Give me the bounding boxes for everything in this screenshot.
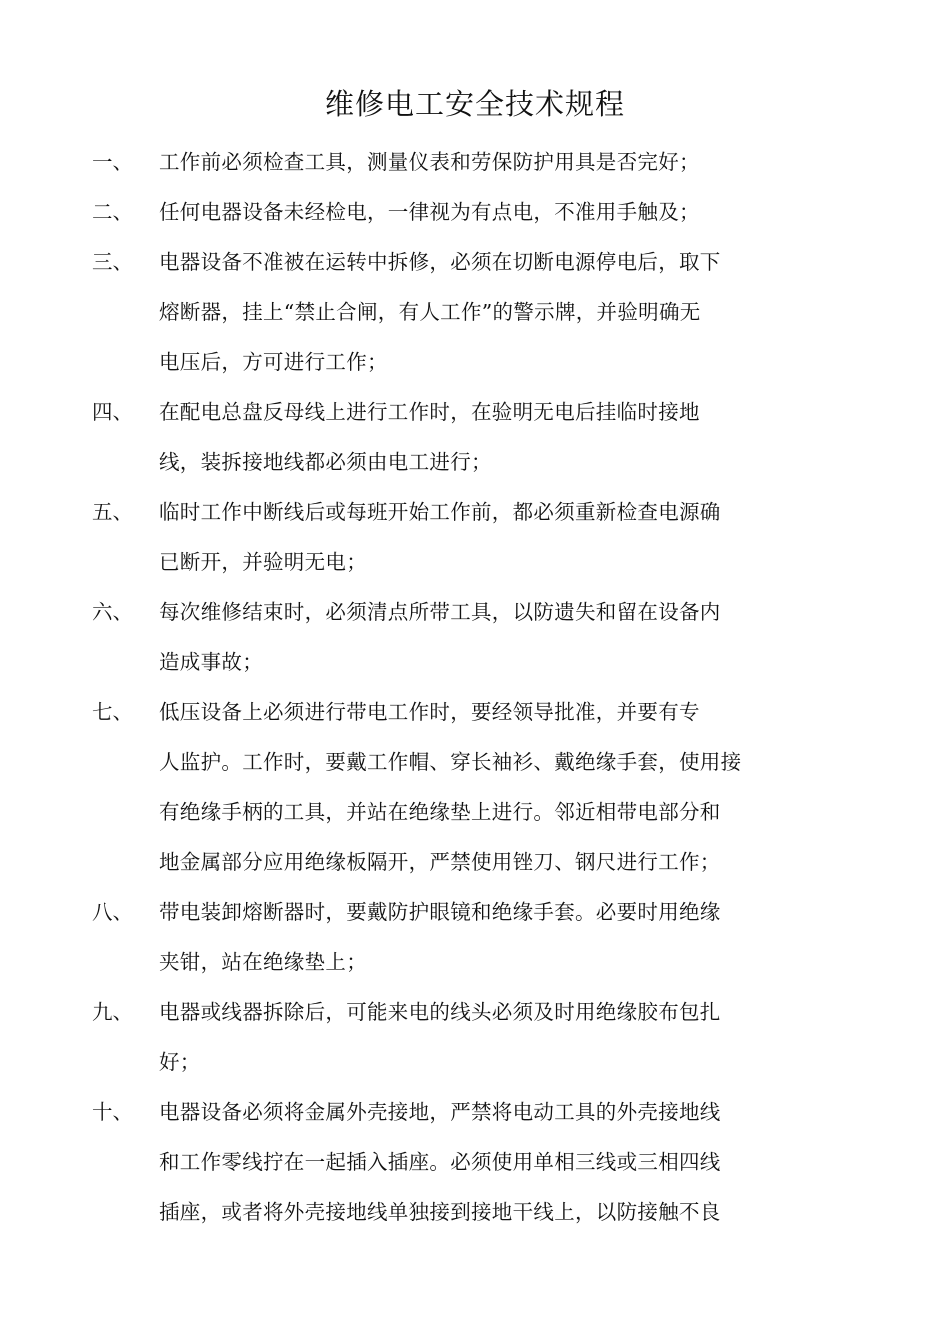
rule-text-line: 电器或线器拆除后，可能来电的线头必须及时用绝缘胶布包扎 [159, 1000, 721, 1024]
rule-text-line: 好； [159, 1050, 201, 1074]
rule-text-line: 任何电器设备未经检电，一律视为有点电，不准用手触及； [159, 200, 700, 224]
rule-text-line: 电器设备必须将金属外壳接地，严禁将电动工具的外壳接地线 [159, 1100, 721, 1124]
rule-number: 九、 [92, 1000, 133, 1024]
rule-text-line: 和工作零线拧在一起插入插座。必须使用单相三线或三相四线 [159, 1150, 721, 1174]
rule-text-line: 有绝缘手柄的工具，并站在绝缘垫上进行。邻近相带电部分和 [159, 800, 721, 824]
rule-item [0, 687, 950, 887]
page-title: 维修电工安全技术规程 [324, 87, 625, 121]
rule-item [0, 237, 950, 387]
rule-number: 一、 [92, 150, 133, 174]
rule-text-line: 线，装拆接地线都必须由电工进行； [159, 450, 492, 474]
rule-text-line: 夹钳，站在绝缘垫上； [159, 950, 367, 974]
rule-text-line: 造成事故； [159, 650, 263, 674]
rule-text-line: 工作前必须检查工具，测量仪表和劳保防护用具是否完好； [159, 150, 700, 174]
rule-number: 八、 [92, 900, 133, 924]
rules-list [0, 137, 950, 1237]
rule-text-line: 已断开，并验明无电； [159, 550, 367, 574]
rule-text-line: 地金属部分应用绝缘板隔开，严禁使用锉刀、钢尺进行工作； [159, 850, 721, 874]
rule-text-line: 带电装卸熔断器时，要戴防护眼镜和绝缘手套。必要时用绝缘 [159, 900, 721, 924]
rule-text-line: 每次维修结束时，必须清点所带工具，以防遗失和留在设备内 [159, 600, 721, 624]
rule-text-line: 熔断器，挂上“禁止合闸，有人工作”的警示牌，并验明确无 [159, 300, 701, 324]
rule-number: 五、 [92, 500, 133, 524]
rule-item [0, 487, 950, 587]
rule-number: 二、 [92, 200, 133, 224]
rule-text-line: 低压设备上必须进行带电工作时，要经领导批准，并要有专 [159, 700, 700, 724]
rule-item [0, 887, 950, 987]
rule-number: 六、 [92, 600, 133, 624]
rule-number: 三、 [92, 250, 133, 274]
rule-item [0, 187, 950, 237]
rule-text-line: 电压后，方可进行工作； [159, 350, 388, 374]
rule-item [0, 1087, 950, 1237]
rule-text-line: 人监护。工作时，要戴工作帽、穿长袖衫、戴绝缘手套，使用接 [159, 750, 742, 774]
rule-item [0, 987, 950, 1087]
rule-number: 十、 [92, 1100, 133, 1124]
rule-text-line: 临时工作中断线后或每班开始工作前，都必须重新检查电源确 [159, 500, 721, 524]
rule-text-line: 电器设备不准被在运转中拆修，必须在切断电源停电后，取下 [159, 250, 721, 274]
rule-text-line: 插座，或者将外壳接地线单独接到接地干线上，以防接触不良 [159, 1200, 721, 1224]
rule-item [0, 587, 950, 687]
rule-number: 四、 [92, 400, 133, 424]
rule-item [0, 137, 950, 187]
rule-item [0, 387, 950, 487]
rule-number: 七、 [92, 700, 133, 724]
rule-text-line: 在配电总盘反母线上进行工作时，在验明无电后挂临时接地 [159, 400, 700, 424]
